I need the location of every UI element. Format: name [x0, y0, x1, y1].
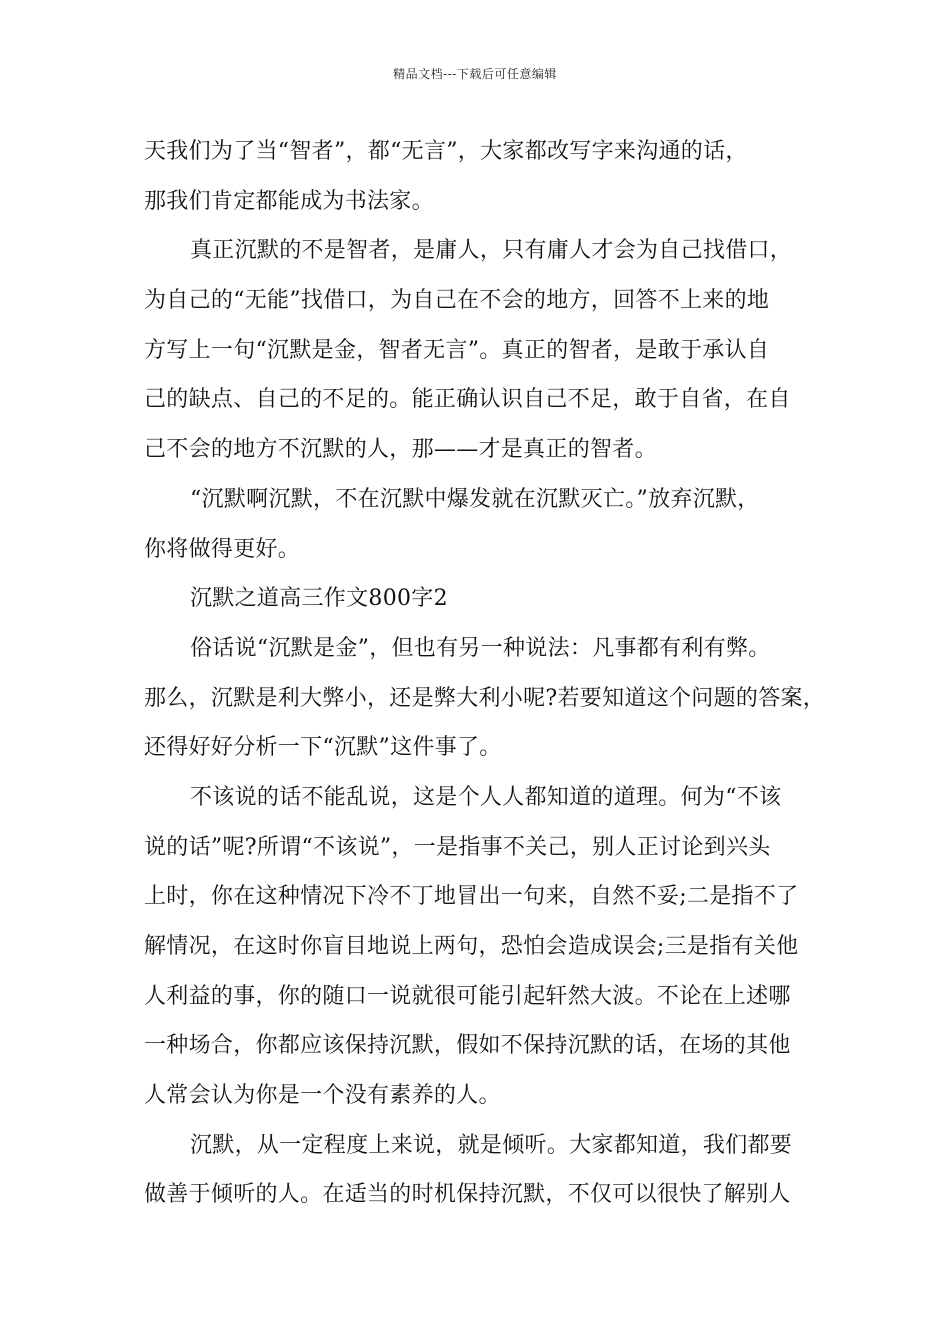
text-line: 人利益的事，你的随口一说就很可能引起轩然大波。不论在上述哪: [144, 983, 791, 1009]
text-line: 天我们为了当“智者”，都“无言”，大家都改写字来沟通的话，: [144, 139, 748, 164]
text-line: 上时，你在这种情况下冷不丁地冒出一句来，自然不妥;二是指不了: [144, 884, 799, 910]
text-line: “沉默啊沉默，不在沉默中爆发就在沉默灭亡。”放弃沉默，: [190, 486, 760, 512]
text-line: 人常会认为你是一个没有素养的人。: [144, 1083, 501, 1109]
text-line: 沉默，从一定程度上来说，就是倾听。大家都知道，我们都要: [190, 1132, 793, 1158]
text-line: 己的缺点、自己的不足的。能正确认识自己不足，敢于自省，在自: [144, 387, 791, 413]
text-line: 解情况，在这时你盲目地说上两句，恐怕会造成误会;三是指有关他: [144, 934, 799, 959]
text-line: 俗话说“沉默是金”，但也有另一种说法：凡事都有利有弊。: [190, 635, 771, 661]
text-line: 你将做得更好。: [144, 536, 301, 562]
text-line: 真正沉默的不是智者，是庸人，只有庸人才会为自己找借口，: [190, 238, 793, 264]
document-body: [144, 127, 824, 1220]
text-line: 那我们肯定都能成为书法家。: [144, 188, 434, 214]
text-line: 为自己的“无能”找借口，为自己在不会的地方，回答不上来的地: [144, 288, 770, 314]
text-line: 方写上一句“沉默是金，智者无言”。真正的智者，是敢于承认自: [144, 337, 770, 363]
text-line: 做善于倾听的人。在适当的时机保持沉默，不仅可以很快了解别人: [144, 1182, 791, 1208]
page-header: 精品文档---下载后可任意编辑: [393, 67, 557, 81]
text-line: 那么，沉默是利大弊小，还是弊大利小呢?若要知道这个问题的答案，: [144, 685, 826, 711]
text-line: 一种场合，你都应该保持沉默，假如不保持沉默的话，在场的其他: [144, 1033, 791, 1059]
text-line: 说的话”呢?所谓“不该说”，一是指事不关己，别人正讨论到兴头: [144, 834, 771, 860]
text-line: 沉默之道高三作文800字2: [190, 586, 448, 612]
text-line: 不该说的话不能乱说，这是个人人都知道的道理。何为“不该: [190, 784, 782, 810]
text-line: 还得好好分析一下“沉默”这件事了。: [144, 735, 502, 761]
text-line: 己不会的地方不沉默的人，那——才是真正的智者。: [144, 437, 657, 463]
